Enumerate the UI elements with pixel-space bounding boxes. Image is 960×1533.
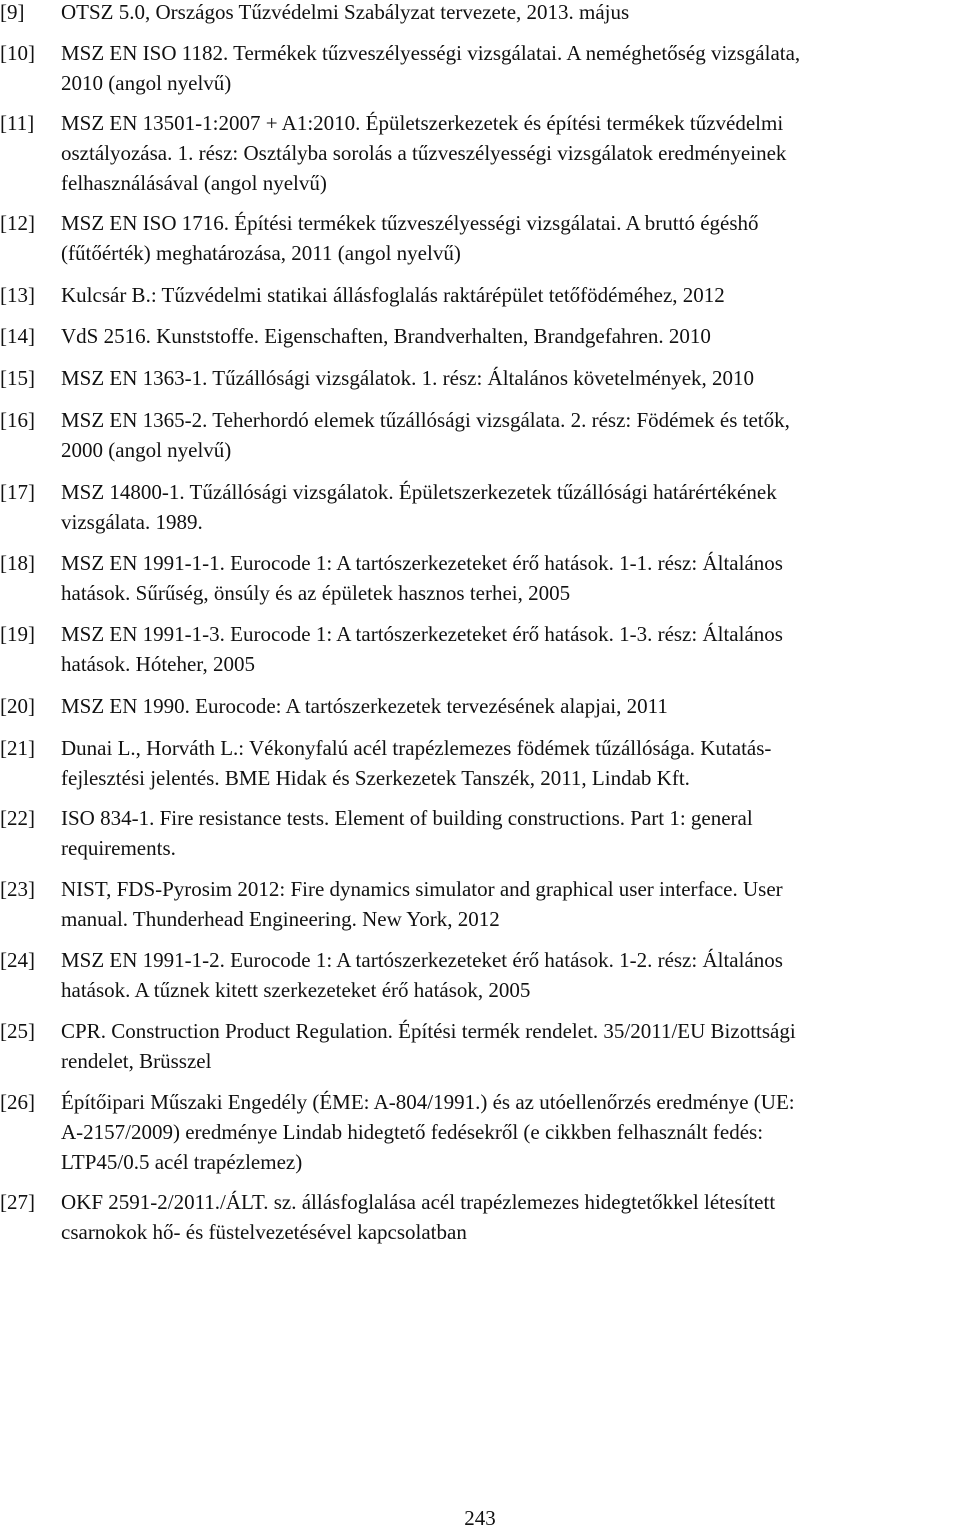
reference-line: ISO 834-1. Fire resistance tests. Element of building constructions. Part 1: general	[61, 806, 753, 830]
reference-number: [10]	[0, 41, 35, 65]
reference-text	[61, 803, 948, 863]
reference-item	[0, 1016, 948, 1076]
reference-text	[61, 208, 948, 268]
reference-line: LTP45/0.5 acél trapézlemez)	[61, 1150, 303, 1174]
reference-line: vizsgálata. 1989.	[61, 510, 203, 534]
reference-line: hatások. Sűrűség, önsúly és az épületek hasznos terhei, 2005	[61, 581, 571, 605]
reference-item	[0, 321, 948, 351]
reference-number: [24]	[0, 948, 35, 972]
reference-line: MSZ EN 1991-1-2. Eurocode 1: A tartószerkezeteket érő hatások. 1-2. rész: Általános	[61, 948, 783, 972]
reference-line: MSZ EN 1991-1-1. Eurocode 1: A tartószerkezeteket érő hatások. 1-1. rész: Általános	[61, 551, 783, 575]
reference-line: MSZ EN ISO 1716. Építési termékek tűzveszélyességi vizsgálatai. A bruttó égéshő	[61, 211, 759, 235]
reference-line: CPR. Construction Product Regulation. Építési termék rendelet. 35/2011/EU Bizottsági	[61, 1019, 796, 1043]
reference-text	[61, 321, 948, 351]
reference-line: A-2157/2009) eredménye Lindab hidegtető fedésekről (e cikkben felhasznált fedés:	[61, 1120, 764, 1144]
reference-line: fejlesztési jelentés. BME Hidak és Szerkezetek Tanszék, 2011, Lindab Kft.	[61, 766, 690, 790]
reference-item	[0, 208, 948, 268]
reference-item	[0, 108, 948, 198]
reference-text	[61, 1187, 948, 1247]
reference-number: [21]	[0, 736, 35, 760]
reference-text	[61, 619, 948, 679]
reference-number: [11]	[0, 111, 35, 135]
reference-line: MSZ EN 13501-1:2007 + A1:2010. Épületszerkezetek és építési termékek tűzvédelmi	[61, 111, 784, 135]
reference-item	[0, 1087, 948, 1177]
reference-text	[61, 108, 948, 198]
reference-line: 2010 (angol nyelvű)	[61, 71, 232, 95]
reference-line: VdS 2516. Kunststoffe. Eigenschaften, Brandverhalten, Brandgefahren. 2010	[61, 324, 711, 348]
reference-text	[61, 874, 948, 934]
reference-line: hatások. Hóteher, 2005	[61, 652, 255, 676]
reference-item	[0, 363, 948, 393]
reference-line: MSZ EN 1363-1. Tűzállósági vizsgálatok. 1. rész: Általános követelmények, 2010	[61, 366, 755, 390]
reference-line: OKF 2591-2/2011./ÁLT. sz. állásfoglalása acél trapézlemezes hidegtetőkkel létesített	[61, 1190, 776, 1214]
reference-text	[61, 477, 948, 537]
reference-line: NIST, FDS-Pyrosim 2012: Fire dynamics simulator and graphical user interface. User	[61, 877, 783, 901]
reference-item	[0, 548, 948, 608]
reference-text	[61, 405, 948, 465]
reference-number: [17]	[0, 480, 35, 504]
reference-line: Építőipari Műszaki Engedély (ÉME: A-804/1991.) és az utóellenőrzés eredménye (UE:	[61, 1090, 795, 1114]
reference-number: [18]	[0, 551, 35, 575]
reference-number: [12]	[0, 211, 35, 235]
reference-item	[0, 733, 948, 793]
reference-number: [13]	[0, 283, 35, 307]
reference-line: MSZ EN 1365-2. Teherhordó elemek tűzállósági vizsgálata. 2. rész: Födémek és tetők,	[61, 408, 790, 432]
reference-number: [14]	[0, 324, 35, 348]
reference-line: manual. Thunderhead Engineering. New York, 2012	[61, 907, 500, 931]
reference-item	[0, 280, 948, 310]
reference-text	[61, 363, 948, 393]
reference-line: OTSZ 5.0, Országos Tűzvédelmi Szabályzat tervezete, 2013. május	[61, 0, 630, 24]
reference-text	[61, 1087, 948, 1177]
reference-item	[0, 38, 948, 98]
reference-item	[0, 405, 948, 465]
reference-number: [15]	[0, 366, 35, 390]
reference-text	[61, 945, 948, 1005]
reference-line: hatások. A tűznek kitett szerkezeteket érő hatások, 2005	[61, 978, 531, 1002]
reference-line: MSZ EN 1991-1-3. Eurocode 1: A tartószerkezeteket érő hatások. 1-3. rész: Általános	[61, 622, 783, 646]
page-number: 243	[464, 1506, 496, 1530]
reference-line: 2000 (angol nyelvű)	[61, 438, 232, 462]
reference-text	[61, 733, 948, 793]
reference-number: [20]	[0, 694, 35, 718]
reference-text	[61, 1016, 948, 1076]
reference-text	[61, 548, 948, 608]
reference-line: rendelet, Brüsszel	[61, 1049, 212, 1073]
reference-item	[0, 945, 948, 1005]
reference-line: (fűtőérték) meghatározása, 2011 (angol nyelvű)	[61, 241, 461, 265]
reference-text	[61, 38, 948, 98]
reference-number: [23]	[0, 877, 35, 901]
reference-number: [19]	[0, 622, 35, 646]
reference-text	[61, 0, 948, 27]
reference-number: [27]	[0, 1190, 35, 1214]
reference-item	[0, 0, 948, 27]
reference-line: requirements.	[61, 836, 176, 860]
reference-item	[0, 803, 948, 863]
reference-line: MSZ EN 1990. Eurocode: A tartószerkezetek tervezésének alapjai, 2011	[61, 694, 668, 718]
reference-line: Dunai L., Horváth L.: Vékonyfalú acél trapézlemezes födémek tűzállósága. Kutatás-	[61, 736, 772, 760]
reference-number: [16]	[0, 408, 35, 432]
reference-line: felhasználásával (angol nyelvű)	[61, 171, 327, 195]
reference-text	[61, 280, 948, 310]
reference-item	[0, 477, 948, 537]
reference-number: [25]	[0, 1019, 35, 1043]
reference-item	[0, 1187, 948, 1247]
reference-item	[0, 874, 948, 934]
reference-text	[61, 691, 948, 721]
reference-line: csarnokok hő- és füstelvezetésével kapcsolatban	[61, 1220, 467, 1244]
reference-number: [26]	[0, 1090, 35, 1114]
reference-line: MSZ EN ISO 1182. Termékek tűzveszélyességi vizsgálatai. A neméghetőség vizsgálata,	[61, 41, 801, 65]
reference-number: [22]	[0, 806, 35, 830]
reference-item	[0, 691, 948, 721]
reference-line: osztályozása. 1. rész: Osztályba sorolás a tűzveszélyességi vizsgálatok eredményeinek	[61, 141, 787, 165]
reference-line: Kulcsár B.: Tűzvédelmi statikai állásfoglalás raktárépület tetőfödéméhez, 2012	[61, 283, 725, 307]
reference-item	[0, 619, 948, 679]
reference-line: MSZ 14800-1. Tűzállósági vizsgálatok. Épületszerkezetek tűzállósági határértékének	[61, 480, 777, 504]
reference-number: [9]	[0, 0, 25, 24]
